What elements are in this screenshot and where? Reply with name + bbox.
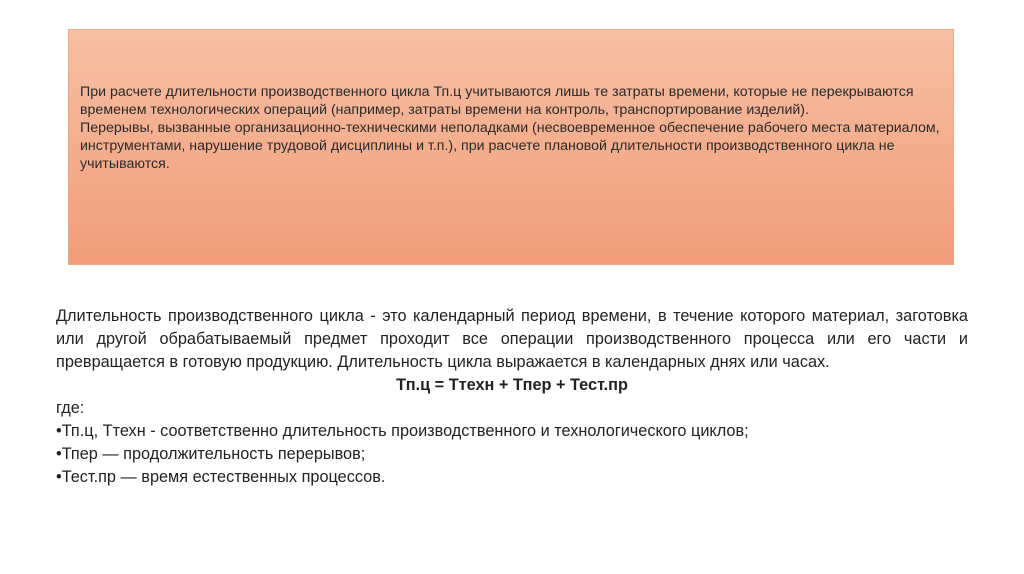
formula: Тп.ц = Ттехн + Тпер + Тест.пр [396, 376, 628, 394]
bullet-list [56, 420, 968, 489]
bullet-item: •Тпер — продолжительность перерывов; [56, 445, 366, 463]
note-box [68, 29, 954, 265]
main-content [56, 305, 968, 489]
note-paragraph-2: Перерывы, вызванные организационно-техническими неполадками (несвоевременное обеспечение рабочего места материалом, инструментами, нарушение трудовой дисциплины и т.п.), при расчете плановой длительности производственного цикла не учитываются. [80, 120, 940, 172]
note-text [80, 83, 940, 173]
definition-paragraph: Длительность производственного цикла - это календарный период времени, в течение которого материал, заготовка или другой обрабатываемый предмет проходит все операции производственного процесса или его части и превращается в готовую продукцию. Длительность цикла выражается в календарных днях или часах. [56, 307, 968, 371]
where-label: где: [56, 399, 85, 417]
bullet-item: •Тест.пр — время естественных процессов. [56, 468, 386, 486]
bullet-item: •Тп.ц, Ттехн - соответственно длительность производственного и технологического циклов; [56, 422, 749, 440]
note-paragraph-1: При расчете длительности производственного цикла Тп.ц учитываются лишь те затраты времени, которые не перекрываются временем технологических операций (например, затраты времени на контроль, транспортирование изделий). [80, 84, 914, 118]
